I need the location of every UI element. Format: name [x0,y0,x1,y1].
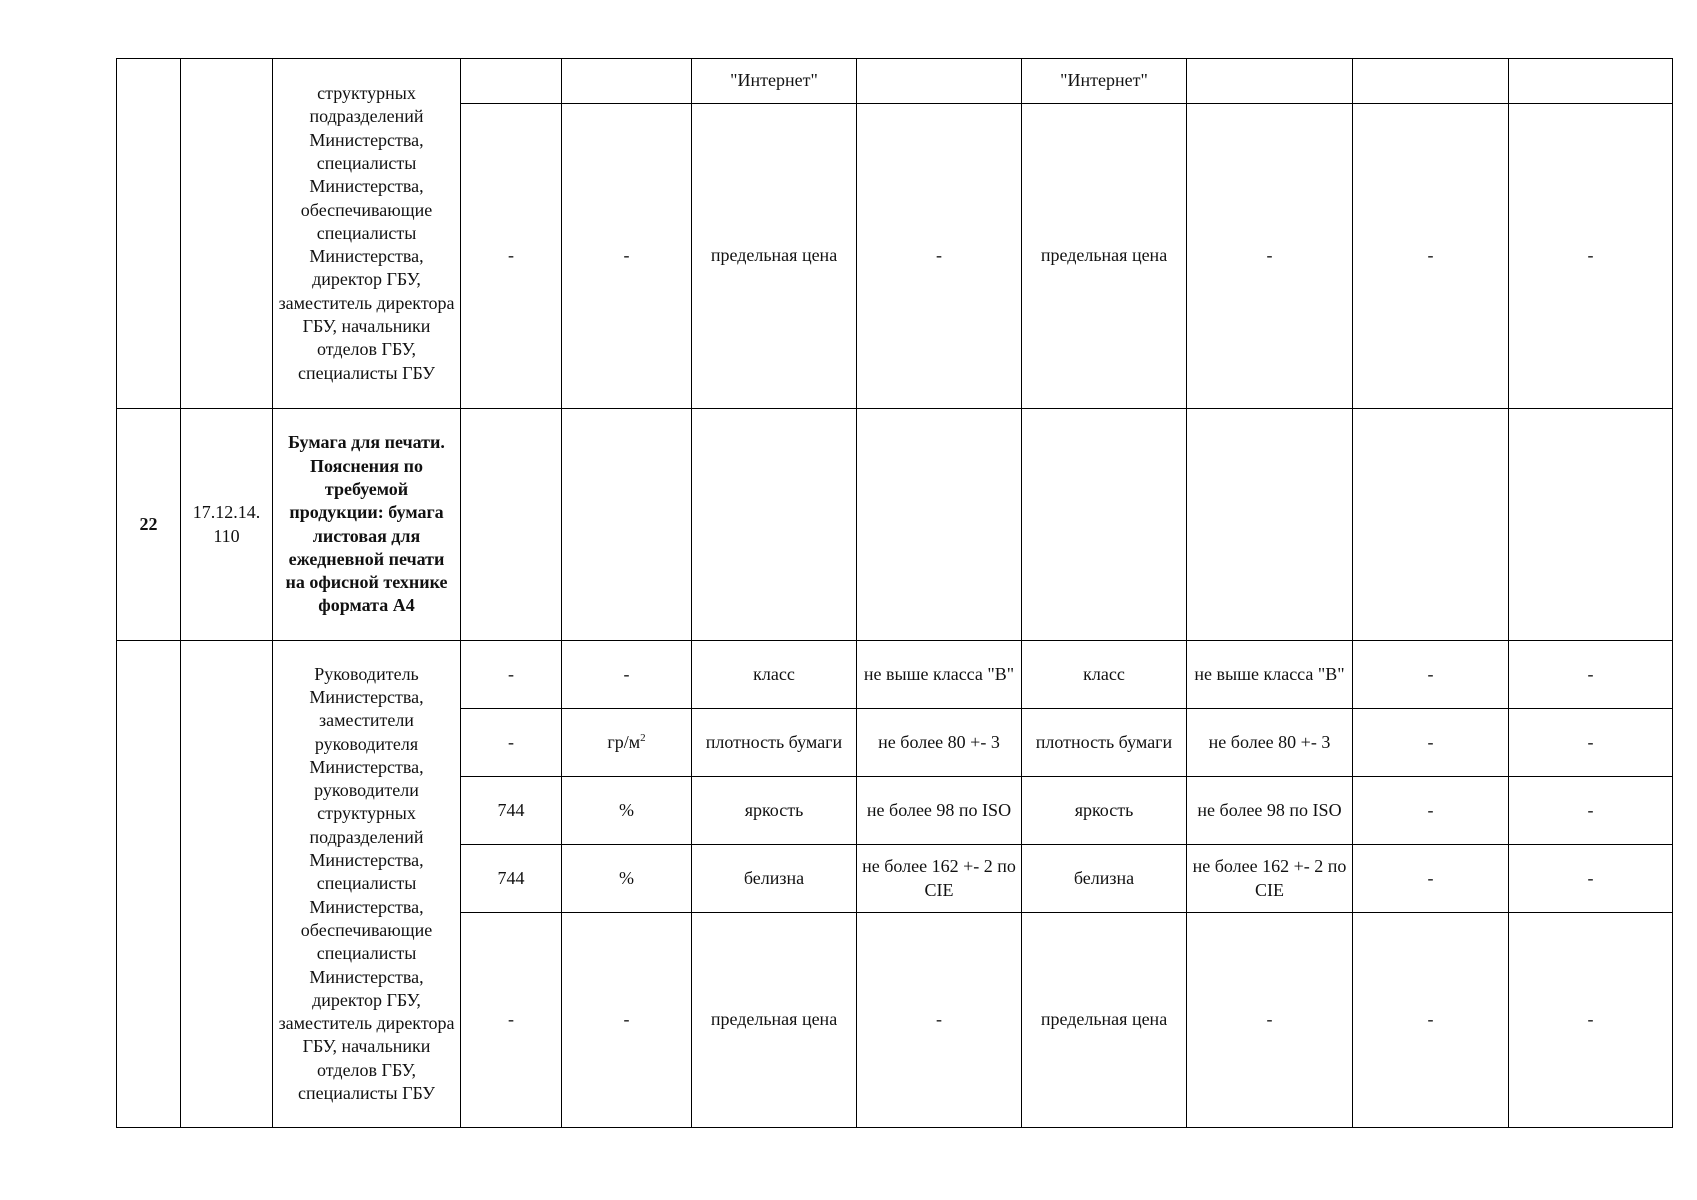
characteristic-cell: яркость [692,777,857,845]
value-cell: не более 98 по ISO [1187,777,1353,845]
value-cell: - [857,913,1022,1128]
okei-code-cell: - [461,913,562,1128]
characteristic-cell: класс [692,641,857,709]
unit-superscript: 2 [640,731,646,744]
value-cell: не более 80 +- 3 [857,709,1022,777]
empty-cell [1353,409,1509,641]
empty-cell [1187,409,1353,641]
unit-cell [562,59,692,104]
okpd-code-cell [181,641,273,1128]
function-cell: - [1509,913,1673,1128]
okei-code-cell: - [461,709,562,777]
value-cell: - [1187,913,1353,1128]
empty-cell [1022,409,1187,641]
value-cell: не более 162 +- 2 по CIE [857,845,1022,913]
characteristic-cell: класс [1022,641,1187,709]
value-cell: - [857,104,1022,409]
justification-cell: - [1353,845,1509,913]
value-cell [857,59,1022,104]
value-cell [1187,59,1353,104]
empty-cell [562,409,692,641]
okei-code-cell: - [461,641,562,709]
characteristic-cell: плотность бумаги [1022,709,1187,777]
value-cell: не более 80 +- 3 [1187,709,1353,777]
empty-cell [857,409,1022,641]
empty-cell [692,409,857,641]
unit-cell: - [562,641,692,709]
justification-cell [1353,59,1509,104]
characteristic-cell: "Интернет" [692,59,857,104]
characteristic-cell: предельная цена [1022,104,1187,409]
okei-code-cell [461,59,562,104]
justification-cell: - [1353,913,1509,1128]
value-cell: не выше класса "В" [1187,641,1353,709]
justification-cell: - [1353,709,1509,777]
justification-cell: - [1353,104,1509,409]
okpd-code-cell: 17.12.14. 110 [181,409,273,641]
function-cell: - [1509,777,1673,845]
unit-cell [562,709,692,777]
row-number-cell [117,641,181,1128]
empty-cell [1509,409,1673,641]
value-cell: - [1187,104,1353,409]
value-cell: не более 98 по ISO [857,777,1022,845]
characteristic-cell: предельная цена [1022,913,1187,1128]
function-cell: - [1509,709,1673,777]
table-row [117,641,1673,709]
row-number-cell [117,59,181,409]
table-row [117,409,1673,641]
empty-cell [461,409,562,641]
justification-cell: - [1353,641,1509,709]
row-number-cell: 22 [117,409,181,641]
unit-cell: - [562,104,692,409]
requirements-table [116,58,1673,1128]
position-holders-cell: структурных подразделений Министерства, специалисты Министерства, обеспечивающие специалисты Министерства, директор ГБУ, заместитель директора ГБУ, начальники отделов ГБУ, специалисты ГБУ [273,59,461,409]
characteristic-cell: белизна [1022,845,1187,913]
characteristic-cell: "Интернет" [1022,59,1187,104]
okpd-code-cell [181,59,273,409]
function-cell [1509,59,1673,104]
position-holders-cell: Руководитель Министерства, заместители руководителя Министерства, руководители структурных подразделений Министерства, специалисты Министерства, обеспечивающие специалисты Министерства, директор ГБУ, заместитель директора ГБУ, начальники отделов ГБУ, специалисты ГБУ [273,641,461,1128]
value-cell: не более 162 +- 2 по CIE [1187,845,1353,913]
unit-cell: % [562,845,692,913]
characteristic-cell: плотность бумаги [692,709,857,777]
justification-cell: - [1353,777,1509,845]
characteristic-cell: белизна [692,845,857,913]
characteristic-cell: предельная цена [692,104,857,409]
product-title-cell: Бумага для печати. Пояснения по требуемой продукции: бумага листовая для ежедневной печати на офисной технике формата А4 [273,409,461,641]
function-cell: - [1509,641,1673,709]
characteristic-cell: яркость [1022,777,1187,845]
unit-cell: % [562,777,692,845]
value-cell: не выше класса "В" [857,641,1022,709]
unit-cell: - [562,913,692,1128]
okei-code-cell: 744 [461,777,562,845]
table-row [117,59,1673,104]
function-cell: - [1509,845,1673,913]
characteristic-cell: предельная цена [692,913,857,1128]
unit-text: гр/м [607,731,641,752]
okei-code-cell: 744 [461,845,562,913]
okei-code-cell: - [461,104,562,409]
function-cell: - [1509,104,1673,409]
